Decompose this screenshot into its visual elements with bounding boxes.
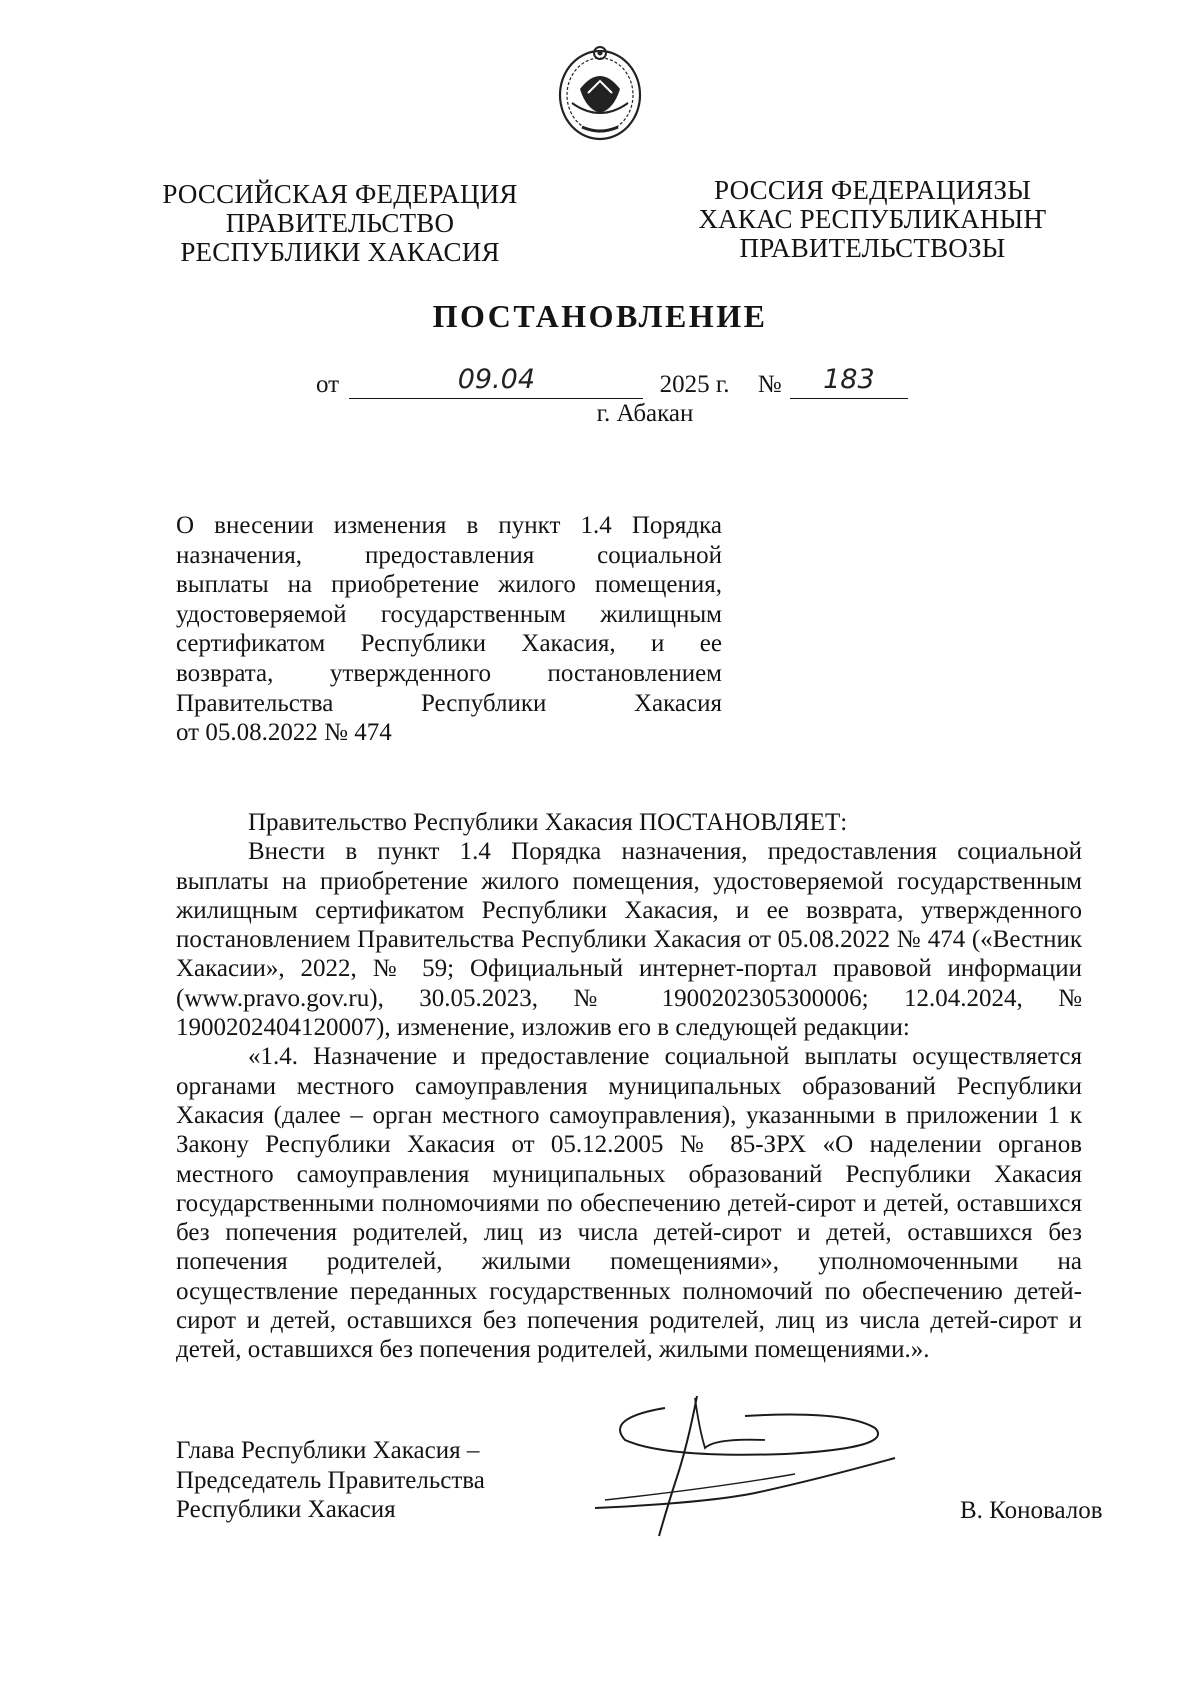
header-khakas	[690, 176, 1055, 263]
header-right-line3: ПРАВИТЕЛЬСТВОЗЫ	[739, 233, 1006, 263]
subject-line: от 05.08.2022 № 474	[176, 719, 392, 747]
signatory-title-line1: Глава Республики Хакасия –	[176, 1437, 480, 1464]
header-right-line2: ХАКАС РЕСПУБЛИКАНЫҤ	[698, 204, 1047, 234]
date-prefix: от	[316, 371, 340, 398]
signatory-title-line2: Председатель Правительства	[176, 1466, 485, 1494]
document-subject	[176, 511, 722, 748]
subject-line: О внесении изменения в пункт 1.4 Порядка	[176, 512, 722, 539]
coat-of-arms-emblem	[556, 43, 644, 143]
body-paragraph-amendment: Внести в пункт 1.4 Порядка назначения, предоставления социальной выплаты на приобретение жилого помещения, удостоверяемой государственным жилищным сертификатом Республики Хакасия, и ее возврата, утвержденного постановлением Правительства Республики Хакасия от 05.08.2022 № 474 («Вестник Хакасии», 2022, № 59; Официальный интернет-портал правовой информации (www.pravo.gov.ru), 30.05.2023, № 1900202305300006; 12.04.2024, № 1900202404120007), изменение, изложив его в следующей редакции:	[176, 838, 1082, 1042]
document-type-title: ПОСТАНОВЛЕНИЕ	[432, 298, 768, 334]
signatory-name: В. Коновалов	[960, 1497, 1103, 1524]
subject-line: Правительства Республики Хакасия	[176, 689, 722, 717]
document-body	[176, 808, 1082, 1365]
header-left-line2: ПРАВИТЕЛЬСТВО	[225, 208, 455, 238]
header-right-line1: РОССИЯ ФЕДЕРАЦИЯЗЫ	[714, 175, 1031, 205]
signatory-title-line3: Республики Хакасия	[176, 1496, 396, 1523]
subject-line: возврата, утвержденного постановлением	[176, 659, 722, 687]
body-paragraph-decree: Правительство Республики Хакасия ПОСТАНОВЛЯЕТ:	[248, 809, 848, 836]
signatory-title	[176, 1436, 485, 1525]
subject-line: сертификатом Республики Хакасия, и ее	[176, 630, 722, 658]
subject-line: удостоверяемой государственным жилищным	[176, 600, 722, 628]
subject-line: выплаты на приобретение жилого помещения,	[176, 571, 722, 599]
year-label: 2025 г.	[659, 371, 730, 398]
date-field	[349, 364, 643, 399]
header-russian	[150, 180, 530, 267]
number-field	[790, 364, 908, 399]
body-paragraph-new-text: «1.4. Назначение и предоставление социальной выплаты осуществляется органами местного самоуправления муниципальных образований Республики Хакасия (далее – орган местного самоуправления), указанными в приложении 1 к Закону Республики Хакасия от 05.12.2005 № 85-ЗРХ «О наделении органов местного самоуправления муниципальных образований Республики Хакасия государственными полномочиями по обеспечению детей-сирот и детей, оставшихся без попечения родителей, лиц из числа детей-сирот и детей, оставшихся без попечения родителей, жилыми помещениями», уполномоченными на осуществление переданных государственных полномочий по обеспечению детей-сирот и детей, оставшихся без попечения родителей, лиц из числа детей-сирот и детей, оставшихся без попечения родителей, жилыми помещениями.».	[176, 1043, 1082, 1364]
date-number-line	[316, 364, 908, 399]
subject-line: назначения, предоставления социальной	[176, 541, 722, 569]
number-handwritten: 183	[823, 364, 875, 395]
city-label: г. Абакан	[596, 400, 694, 427]
header-left-line1: РОССИЙСКАЯ ФЕДЕРАЦИЯ	[162, 179, 518, 209]
number-label: №	[757, 371, 782, 398]
header-left-line3: РЕСПУБЛИКИ ХАКАСИЯ	[180, 237, 500, 267]
date-handwritten: 09.04	[457, 364, 535, 395]
handwritten-signature	[595, 1388, 925, 1538]
